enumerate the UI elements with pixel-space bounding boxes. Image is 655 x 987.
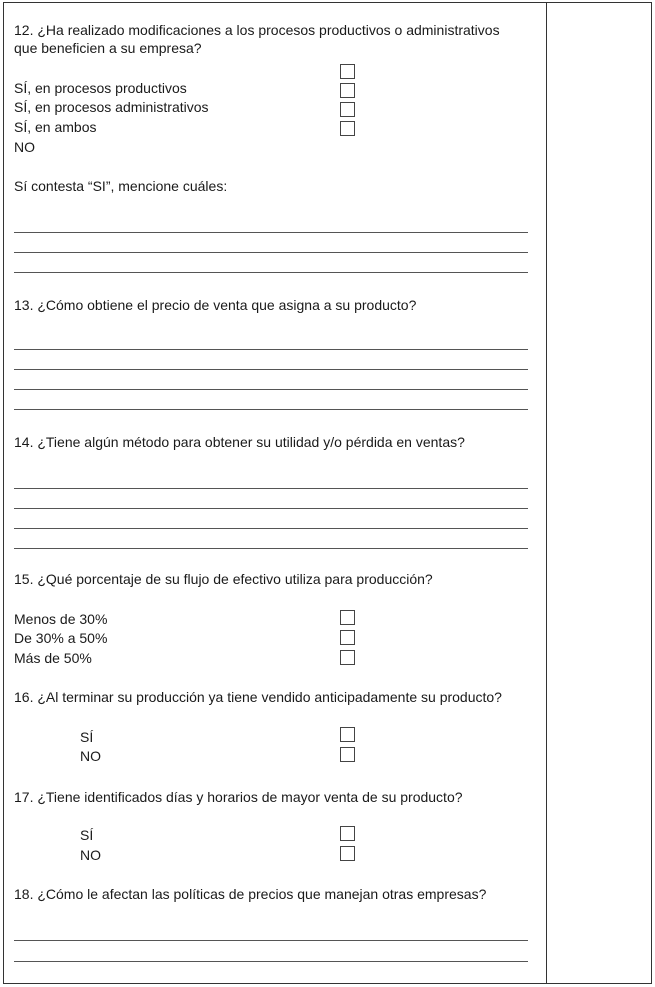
q15-option-mas-50: Más de 50% bbox=[14, 650, 92, 666]
q13-answer-line[interactable] bbox=[14, 409, 528, 410]
q12-answer-line[interactable] bbox=[14, 232, 528, 233]
q14-question: 14. ¿Tiene algún método para obtener su utilidad y/o pérdida en ventas? bbox=[14, 434, 465, 450]
q16-checkbox-si[interactable] bbox=[340, 727, 355, 742]
q17-option-no: NO bbox=[80, 847, 101, 863]
q16-option-si: SÍ bbox=[80, 729, 94, 745]
q13-answer-line[interactable] bbox=[14, 369, 528, 370]
q12-checkbox-4[interactable] bbox=[340, 121, 355, 136]
form-frame bbox=[3, 2, 652, 984]
q16-option-no: NO bbox=[80, 748, 101, 764]
q18-answer-line[interactable] bbox=[14, 961, 528, 962]
q15-option-30-50: De 30% a 50% bbox=[14, 630, 108, 646]
q14-answer-line[interactable] bbox=[14, 548, 528, 549]
column-divider bbox=[546, 2, 547, 984]
q12-option-productivos: SÍ, en procesos productivos bbox=[14, 80, 187, 96]
q17-question: 17. ¿Tiene identificados días y horarios de mayor venta de su producto? bbox=[14, 789, 463, 805]
q12-checkbox-1[interactable] bbox=[340, 64, 355, 79]
q12-checkbox-2[interactable] bbox=[340, 83, 355, 98]
q17-option-si: SÍ bbox=[80, 827, 94, 843]
q12-answer-line[interactable] bbox=[14, 272, 528, 273]
q14-answer-line[interactable] bbox=[14, 528, 528, 529]
q12-answer-line[interactable] bbox=[14, 252, 528, 253]
q16-question: 16. ¿Al terminar su producción ya tiene vendido anticipadamente su producto? bbox=[14, 689, 502, 705]
q13-question: 13. ¿Cómo obtiene el precio de venta que asigna a su producto? bbox=[14, 297, 417, 313]
q12-question-line2: que beneficien a su empresa? bbox=[14, 40, 202, 56]
q15-checkbox-2[interactable] bbox=[340, 630, 355, 645]
q18-answer-line[interactable] bbox=[14, 940, 528, 941]
q13-answer-line[interactable] bbox=[14, 349, 528, 350]
q15-checkbox-1[interactable] bbox=[340, 610, 355, 625]
q13-answer-line[interactable] bbox=[14, 389, 528, 390]
q12-option-administrativos: SÍ, en procesos administrativos bbox=[14, 99, 209, 115]
q17-checkbox-no[interactable] bbox=[340, 846, 355, 861]
q14-answer-line[interactable] bbox=[14, 508, 528, 509]
q15-question: 15. ¿Qué porcentaje de su flujo de efectivo utiliza para producción? bbox=[14, 571, 433, 587]
q12-checkbox-3[interactable] bbox=[340, 102, 355, 117]
q17-checkbox-si[interactable] bbox=[340, 826, 355, 841]
q12-followup: Sí contesta “SI”, mencione cuáles: bbox=[14, 178, 228, 194]
q15-option-menos-30: Menos de 30% bbox=[14, 611, 108, 627]
q18-question: 18. ¿Cómo le afectan las políticas de precios que manejan otras empresas? bbox=[14, 886, 487, 902]
q14-answer-line[interactable] bbox=[14, 488, 528, 489]
q15-checkbox-3[interactable] bbox=[340, 650, 355, 665]
q12-question-line1: 12. ¿Ha realizado modificaciones a los procesos productivos o administrativos bbox=[14, 22, 500, 38]
q16-checkbox-no[interactable] bbox=[340, 747, 355, 762]
q12-option-ambos: SÍ, en ambos bbox=[14, 119, 97, 135]
q12-option-no: NO bbox=[14, 139, 35, 155]
